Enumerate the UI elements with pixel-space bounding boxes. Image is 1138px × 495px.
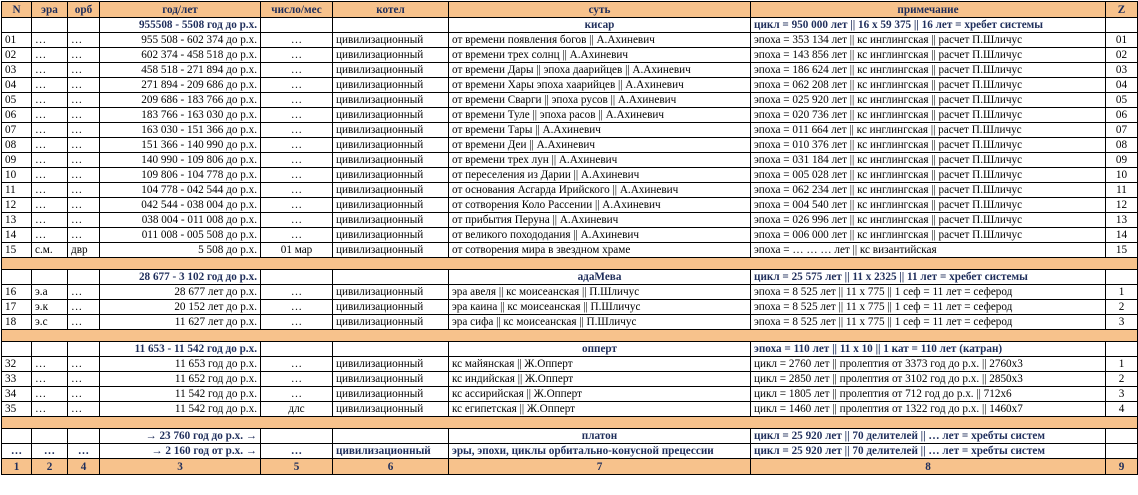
cell-subject: эра авеля || кс моисеанская || П.Шличус bbox=[449, 285, 751, 300]
cell-note: эпоха = 143 856 лет || кс инглингская || расчет П.Шличус bbox=[751, 48, 1106, 63]
cell-z: 01 bbox=[1106, 33, 1138, 48]
footer-note: 8 bbox=[751, 459, 1106, 475]
cell-years: 11 542 год до р.х. bbox=[100, 402, 261, 417]
cell-years: 183 766 - 163 030 до р.х. bbox=[100, 108, 261, 123]
cell-date: … bbox=[261, 108, 333, 123]
cell-date: … bbox=[261, 300, 333, 315]
cell-years: 038 004 - 011 008 до р.х. bbox=[100, 213, 261, 228]
section-separator bbox=[2, 330, 1138, 342]
cell-orb: … bbox=[68, 78, 100, 93]
cell-years: 209 686 - 183 766 до р.х. bbox=[100, 93, 261, 108]
cell-kotel: цивилизационный bbox=[333, 357, 449, 372]
cell-z: 2 bbox=[1106, 300, 1138, 315]
cell-era: … bbox=[32, 63, 68, 78]
table-row bbox=[2, 228, 1138, 243]
cell-subject: кс майянская || Ж.Опперт bbox=[449, 357, 751, 372]
cell-n: 03 bbox=[2, 63, 32, 78]
cell-orb: … bbox=[68, 444, 100, 459]
cell-n: 09 bbox=[2, 153, 32, 168]
cell-n: 34 bbox=[2, 387, 32, 402]
cell-era: … bbox=[32, 48, 68, 63]
section-note: цикл = 25 575 лет || 11 х 2325 || 11 лет = хребет системы bbox=[751, 270, 1106, 285]
cell-subject: эры, эпохи, циклы орбитально-конусной прецессии bbox=[449, 444, 751, 459]
cell-note: эпоха = 031 184 лет || кс инглингская || расчет П.Шличус bbox=[751, 153, 1106, 168]
cell-years: 271 894 - 209 686 до р.х. bbox=[100, 78, 261, 93]
footer-z: 9 bbox=[1106, 459, 1138, 475]
cell-z: 14 bbox=[1106, 228, 1138, 243]
cell-era: … bbox=[32, 33, 68, 48]
cell-n: 15 bbox=[2, 243, 32, 258]
cell-note: эпоха = 006 000 лет || кс инглингская || расчет П.Шличус bbox=[751, 228, 1106, 243]
cell-date: … bbox=[261, 123, 333, 138]
header-years: год/лет bbox=[100, 2, 261, 18]
table-row bbox=[2, 357, 1138, 372]
section-subject: кисар bbox=[449, 18, 751, 33]
cell-orb: двр bbox=[68, 243, 100, 258]
cell-subject: кс ассирийская || Ж.Опперт bbox=[449, 387, 751, 402]
cell-z: 4 bbox=[1106, 402, 1138, 417]
cell-date: … bbox=[261, 153, 333, 168]
table-row bbox=[2, 78, 1138, 93]
cell-n: 10 bbox=[2, 168, 32, 183]
cell-era: … bbox=[32, 168, 68, 183]
cell-subject: от времени Туле || эпоха расов || А.Ахиневич bbox=[449, 108, 751, 123]
cell-note: цикл = 25 920 лет || 70 делителей || … лет = хребты систем bbox=[751, 444, 1106, 459]
section-years: 11 653 - 11 542 год до р.х. bbox=[100, 342, 261, 357]
cell-subject: от времени трех солнц || А.Ахиневич bbox=[449, 48, 751, 63]
cell-kotel: цивилизационный bbox=[333, 48, 449, 63]
footer-era: 2 bbox=[32, 459, 68, 475]
cell-n: 06 bbox=[2, 108, 32, 123]
cell-era: … bbox=[32, 372, 68, 387]
header-subject: суть bbox=[449, 2, 751, 18]
cell-note: эпоха = 062 208 лет || кс инглингская || расчет П.Шличус bbox=[751, 78, 1106, 93]
cell-date: … bbox=[261, 78, 333, 93]
cell-empty bbox=[32, 342, 68, 357]
cell-note: эпоха = 062 234 лет || кс инглингская || расчет П.Шличус bbox=[751, 183, 1106, 198]
section-subject: адаМева bbox=[449, 270, 751, 285]
cell-subject: от великого похододания || А.Ахиневич bbox=[449, 228, 751, 243]
cell-era: … bbox=[32, 198, 68, 213]
cell-kotel: цивилизационный bbox=[333, 123, 449, 138]
cell-era: … bbox=[32, 444, 68, 459]
cell-orb: … bbox=[68, 387, 100, 402]
cell-era: э.с bbox=[32, 315, 68, 330]
section-note: цикл = 25 920 лет || 70 делителей || … лет = хребты систем bbox=[751, 429, 1106, 444]
cell-z: 08 bbox=[1106, 138, 1138, 153]
header-note: примечание bbox=[751, 2, 1106, 18]
cell-z: 04 bbox=[1106, 78, 1138, 93]
section-separator bbox=[2, 258, 1138, 270]
header-row bbox=[2, 2, 1138, 18]
cell-n: 12 bbox=[2, 198, 32, 213]
cell-z: 3 bbox=[1106, 387, 1138, 402]
header-era: эра bbox=[32, 2, 68, 18]
header-orb: орб bbox=[68, 2, 100, 18]
cell-n: 32 bbox=[2, 357, 32, 372]
cell-note: эпоха = 010 376 лет || кс инглингская || расчет П.Шличус bbox=[751, 138, 1106, 153]
footer-subject: 7 bbox=[449, 459, 751, 475]
cell-orb: … bbox=[68, 108, 100, 123]
cell-date: … bbox=[261, 315, 333, 330]
cell-date: … bbox=[261, 168, 333, 183]
cell-subject: кс индийская || Ж.Опперт bbox=[449, 372, 751, 387]
cell-empty bbox=[32, 270, 68, 285]
cell-empty bbox=[333, 342, 449, 357]
cell-z: 03 bbox=[1106, 63, 1138, 78]
cell-kotel: цивилизационный bbox=[333, 228, 449, 243]
cell-subject: от времени трех лун || А.Ахиневич bbox=[449, 153, 751, 168]
cell-subject: от основания Асгарда Ирийского || А.Ахиневич bbox=[449, 183, 751, 198]
cell-n: 14 bbox=[2, 228, 32, 243]
cell-empty bbox=[261, 270, 333, 285]
cell-years: 11 627 лет до р.х. bbox=[100, 315, 261, 330]
cell-empty bbox=[261, 18, 333, 33]
cell-empty bbox=[2, 18, 32, 33]
cell-note: эпоха = 004 540 лет || кс инглингская || расчет П.Шличус bbox=[751, 198, 1106, 213]
cell-n: 13 bbox=[2, 213, 32, 228]
cell-orb: … bbox=[68, 213, 100, 228]
cell-date: длс bbox=[261, 402, 333, 417]
section-years: 955508 - 5508 год до р.х. bbox=[100, 18, 261, 33]
cell-years: 602 374 - 458 518 до р.х. bbox=[100, 48, 261, 63]
cell-n: 17 bbox=[2, 300, 32, 315]
section-subject: платон bbox=[449, 429, 751, 444]
cell-empty bbox=[68, 270, 100, 285]
cell-era: … bbox=[32, 213, 68, 228]
cell-orb: … bbox=[68, 168, 100, 183]
section-years: → 23 760 год до р.х. → bbox=[100, 429, 261, 444]
cell-subject: от времени Деи || А.Ахиневич bbox=[449, 138, 751, 153]
cell-empty bbox=[333, 270, 449, 285]
cell-empty bbox=[32, 18, 68, 33]
cell-era: … bbox=[32, 108, 68, 123]
cell-z: 05 bbox=[1106, 93, 1138, 108]
cell-date: … bbox=[261, 357, 333, 372]
table-row bbox=[2, 33, 1138, 48]
cell-orb: … bbox=[68, 63, 100, 78]
cell-orb: … bbox=[68, 315, 100, 330]
table-row bbox=[2, 108, 1138, 123]
cell-z: 12 bbox=[1106, 198, 1138, 213]
cell-empty bbox=[32, 429, 68, 444]
cell-kotel: цивилизационный bbox=[333, 168, 449, 183]
cell-kotel: цивилизационный bbox=[333, 33, 449, 48]
cell-kotel: цивилизационный bbox=[333, 402, 449, 417]
cell-z: 11 bbox=[1106, 183, 1138, 198]
cell-n: … bbox=[2, 444, 32, 459]
cell-years: 458 518 - 271 894 до р.х. bbox=[100, 63, 261, 78]
cell-kotel: цивилизационный bbox=[333, 444, 449, 459]
cell-z bbox=[1106, 444, 1138, 459]
cell-note: эпоха = 8 525 лет || 11 х 775 || 1 сеф = 11 лет = сеферод bbox=[751, 300, 1106, 315]
cell-n: 18 bbox=[2, 315, 32, 330]
cell-subject: кс египетская || Ж.Опперт bbox=[449, 402, 751, 417]
cell-kotel: цивилизационный bbox=[333, 108, 449, 123]
footer-n: 1 bbox=[2, 459, 32, 475]
cell-years: 28 677 лет до р.х. bbox=[100, 285, 261, 300]
cell-z: 06 bbox=[1106, 108, 1138, 123]
cell-note: эпоха = 026 996 лет || кс инглингская || расчет П.Шличус bbox=[751, 213, 1106, 228]
section-years: 28 677 - 3 102 год до р.х. bbox=[100, 270, 261, 285]
cell-empty bbox=[1106, 270, 1138, 285]
cell-empty bbox=[68, 342, 100, 357]
cell-note: эпоха = 005 028 лет || кс инглингская || расчет П.Шличус bbox=[751, 168, 1106, 183]
cell-era: … bbox=[32, 183, 68, 198]
cell-kotel: цивилизационный bbox=[333, 372, 449, 387]
cell-era: … bbox=[32, 153, 68, 168]
cell-date: 01 мар bbox=[261, 243, 333, 258]
cell-era: э.к bbox=[32, 300, 68, 315]
cell-n: 07 bbox=[2, 123, 32, 138]
cell-note: цикл = 2760 лет || пролептия от 3373 год до р.х. || 2760х3 bbox=[751, 357, 1106, 372]
cell-kotel: цивилизационный bbox=[333, 78, 449, 93]
table-row bbox=[2, 138, 1138, 153]
cell-n: 08 bbox=[2, 138, 32, 153]
table-row bbox=[2, 63, 1138, 78]
cell-years: 140 990 - 109 806 до р.х. bbox=[100, 153, 261, 168]
cell-subject: от прибытия Перуна || А.Ахиневич bbox=[449, 213, 751, 228]
cell-era: … bbox=[32, 357, 68, 372]
section-title-row bbox=[2, 342, 1138, 357]
cell-years: 5 508 до р.х. bbox=[100, 243, 261, 258]
cell-subject: от сотворения мира в звездном храме bbox=[449, 243, 751, 258]
cell-z: 10 bbox=[1106, 168, 1138, 183]
table-row bbox=[2, 402, 1138, 417]
section-separator bbox=[2, 417, 1138, 429]
separator-cell bbox=[2, 330, 1138, 342]
table-row bbox=[2, 153, 1138, 168]
cell-years: 11 653 год до р.х. bbox=[100, 357, 261, 372]
footer-kotel: 6 bbox=[333, 459, 449, 475]
cell-kotel: цивилизационный bbox=[333, 198, 449, 213]
cell-note: эпоха = … … … лет || кс византийская bbox=[751, 243, 1106, 258]
header-date: число/мес bbox=[261, 2, 333, 18]
cell-kotel: цивилизационный bbox=[333, 63, 449, 78]
cell-orb: … bbox=[68, 198, 100, 213]
footer-date: 5 bbox=[261, 459, 333, 475]
cell-era: … bbox=[32, 387, 68, 402]
cell-years: 104 778 - 042 544 до р.х. bbox=[100, 183, 261, 198]
cell-date: … bbox=[261, 198, 333, 213]
cell-n: 33 bbox=[2, 372, 32, 387]
cell-era: э.а bbox=[32, 285, 68, 300]
cell-era: … bbox=[32, 138, 68, 153]
cell-z: 02 bbox=[1106, 48, 1138, 63]
cell-kotel: цивилизационный bbox=[333, 387, 449, 402]
table-row bbox=[2, 48, 1138, 63]
cell-n: 04 bbox=[2, 78, 32, 93]
cell-z: 1 bbox=[1106, 357, 1138, 372]
cell-kotel: цивилизационный bbox=[333, 183, 449, 198]
table-row bbox=[2, 243, 1138, 258]
cell-era: … bbox=[32, 93, 68, 108]
table-row bbox=[2, 372, 1138, 387]
cell-note: эпоха = 025 920 лет || кс инглингская || расчет П.Шличус bbox=[751, 93, 1106, 108]
table-row bbox=[2, 123, 1138, 138]
cell-subject: от переселения из Дарии || А.Ахиневич bbox=[449, 168, 751, 183]
cell-kotel: цивилизационный bbox=[333, 213, 449, 228]
cell-z: 15 bbox=[1106, 243, 1138, 258]
footer-years: 3 bbox=[100, 459, 261, 475]
cell-kotel: цивилизационный bbox=[333, 300, 449, 315]
cell-note: цикл = 1805 лет || пролептия от 712 год до р.х. || 712х6 bbox=[751, 387, 1106, 402]
cell-orb: … bbox=[68, 357, 100, 372]
cell-z: 09 bbox=[1106, 153, 1138, 168]
cell-z: 2 bbox=[1106, 372, 1138, 387]
cell-z: 13 bbox=[1106, 213, 1138, 228]
cell-note: эпоха = 8 525 лет || 11 х 775 || 1 сеф = 11 лет = сеферод bbox=[751, 285, 1106, 300]
cell-note: эпоха = 353 134 лет || кс инглингская || расчет П.Шличус bbox=[751, 33, 1106, 48]
footer-row bbox=[2, 459, 1138, 475]
table-row bbox=[2, 315, 1138, 330]
section-subject: опперт bbox=[449, 342, 751, 357]
cell-orb: … bbox=[68, 285, 100, 300]
cell-note: эпоха = 8 525 лет || 11 х 775 || 1 сеф = 11 лет = сеферод bbox=[751, 315, 1106, 330]
cell-empty bbox=[261, 429, 333, 444]
cell-orb: … bbox=[68, 153, 100, 168]
separator-cell bbox=[2, 417, 1138, 429]
table-row bbox=[2, 183, 1138, 198]
cell-date: … bbox=[261, 183, 333, 198]
section-title-row bbox=[2, 270, 1138, 285]
cell-date: … bbox=[261, 372, 333, 387]
cell-kotel: цивилизационный bbox=[333, 315, 449, 330]
cell-era: … bbox=[32, 228, 68, 243]
cell-orb: … bbox=[68, 48, 100, 63]
cell-subject: от времени Сварги || эпоха русов || А.Ахиневич bbox=[449, 93, 751, 108]
cell-years: 109 806 - 104 778 до р.х. bbox=[100, 168, 261, 183]
footer-orb: 4 bbox=[68, 459, 100, 475]
table-row bbox=[2, 93, 1138, 108]
cell-empty bbox=[68, 18, 100, 33]
cell-n: 16 bbox=[2, 285, 32, 300]
cell-empty bbox=[1106, 342, 1138, 357]
cell-n: 35 bbox=[2, 402, 32, 417]
cell-empty bbox=[2, 342, 32, 357]
cell-empty bbox=[2, 429, 32, 444]
cell-years: 042 544 - 038 004 до р.х. bbox=[100, 198, 261, 213]
cell-z: 1 bbox=[1106, 285, 1138, 300]
chronology-table bbox=[1, 1, 1138, 475]
cell-empty bbox=[68, 429, 100, 444]
cell-note: эпоха = 011 664 лет || кс инглингская || расчет П.Шличус bbox=[751, 123, 1106, 138]
cell-orb: … bbox=[68, 33, 100, 48]
cell-n: 11 bbox=[2, 183, 32, 198]
header-z: Z bbox=[1106, 2, 1138, 18]
cell-n: 05 bbox=[2, 93, 32, 108]
section-note: эпоха = 110 лет || 11 х 10 || 1 кат = 110 лет (катран) bbox=[751, 342, 1106, 357]
cell-date: … bbox=[261, 213, 333, 228]
cell-orb: … bbox=[68, 93, 100, 108]
cell-orb: … bbox=[68, 300, 100, 315]
cell-subject: от сотворения Коло Рассении || А.Ахиневич bbox=[449, 198, 751, 213]
cell-z: 07 bbox=[1106, 123, 1138, 138]
table-body bbox=[2, 2, 1138, 475]
cell-note: цикл = 1460 лет || пролептия от 1322 год до р.х. || 1460х7 bbox=[751, 402, 1106, 417]
cell-orb: … bbox=[68, 183, 100, 198]
table-row bbox=[2, 213, 1138, 228]
cell-era: … bbox=[32, 78, 68, 93]
cell-date: … bbox=[261, 444, 333, 459]
cell-date: … bbox=[261, 33, 333, 48]
table-row bbox=[2, 300, 1138, 315]
cell-orb: … bbox=[68, 138, 100, 153]
cell-years: 163 030 - 151 366 до р.х. bbox=[100, 123, 261, 138]
cell-note: цикл = 2850 лет || пролептия от 3102 год до р.х. || 2850х3 bbox=[751, 372, 1106, 387]
cell-subject: от времени Тары || А.Ахиневич bbox=[449, 123, 751, 138]
cell-date: … bbox=[261, 138, 333, 153]
table-row bbox=[2, 444, 1138, 459]
cell-n: 01 bbox=[2, 33, 32, 48]
cell-subject: от времени появления богов || А.Ахиневич bbox=[449, 33, 751, 48]
cell-orb: … bbox=[68, 228, 100, 243]
cell-note: эпоха = 020 736 лет || кс инглингская || расчет П.Шличус bbox=[751, 108, 1106, 123]
cell-era: с.м. bbox=[32, 243, 68, 258]
cell-z: 3 bbox=[1106, 315, 1138, 330]
cell-date: … bbox=[261, 93, 333, 108]
cell-empty bbox=[1106, 429, 1138, 444]
section-note: цикл = 950 000 лет || 16 х 59 375 || 16 лет = хребет системы bbox=[751, 18, 1106, 33]
cell-years: → 2 160 год от р.х. → bbox=[100, 444, 261, 459]
cell-note: эпоха = 186 624 лет || кс инглингская || расчет П.Шличус bbox=[751, 63, 1106, 78]
cell-empty bbox=[333, 18, 449, 33]
cell-years: 11 652 год до р.х. bbox=[100, 372, 261, 387]
cell-kotel: цивилизационный bbox=[333, 138, 449, 153]
cell-orb: … bbox=[68, 402, 100, 417]
cell-years: 955 508 - 602 374 до р.х. bbox=[100, 33, 261, 48]
header-kotel: котел bbox=[333, 2, 449, 18]
cell-era: … bbox=[32, 402, 68, 417]
cell-date: … bbox=[261, 285, 333, 300]
separator-cell bbox=[2, 258, 1138, 270]
cell-kotel: цивилизационный bbox=[333, 153, 449, 168]
cell-years: 011 008 - 005 508 до р.х. bbox=[100, 228, 261, 243]
cell-years: 151 366 - 140 990 до р.х. bbox=[100, 138, 261, 153]
cell-date: … bbox=[261, 48, 333, 63]
cell-subject: эра сифа || кс моисеанская || П.Шличус bbox=[449, 315, 751, 330]
section-title-row bbox=[2, 429, 1138, 444]
cell-orb: … bbox=[68, 372, 100, 387]
cell-subject: эра каина || кс моисеанская || П.Шличус bbox=[449, 300, 751, 315]
cell-years: 20 152 лет до р.х. bbox=[100, 300, 261, 315]
cell-empty bbox=[261, 342, 333, 357]
cell-empty bbox=[2, 270, 32, 285]
cell-date: … bbox=[261, 228, 333, 243]
cell-n: 02 bbox=[2, 48, 32, 63]
table-row bbox=[2, 285, 1138, 300]
header-n: N bbox=[2, 2, 32, 18]
table-row bbox=[2, 168, 1138, 183]
cell-era: … bbox=[32, 123, 68, 138]
cell-date: … bbox=[261, 63, 333, 78]
cell-empty bbox=[333, 429, 449, 444]
cell-empty bbox=[1106, 18, 1138, 33]
cell-date: … bbox=[261, 387, 333, 402]
table-row bbox=[2, 387, 1138, 402]
cell-orb: … bbox=[68, 123, 100, 138]
cell-kotel: цивилизационный bbox=[333, 243, 449, 258]
section-title-row bbox=[2, 18, 1138, 33]
cell-years: 11 542 год до р.х. bbox=[100, 387, 261, 402]
cell-kotel: цивилизационный bbox=[333, 285, 449, 300]
cell-subject: от времени Хары эпоха хаарийцев || А.Ахиневич bbox=[449, 78, 751, 93]
cell-kotel: цивилизационный bbox=[333, 93, 449, 108]
table-row bbox=[2, 198, 1138, 213]
cell-subject: от времени Дары || эпоха даарийцев || А.Ахиневич bbox=[449, 63, 751, 78]
